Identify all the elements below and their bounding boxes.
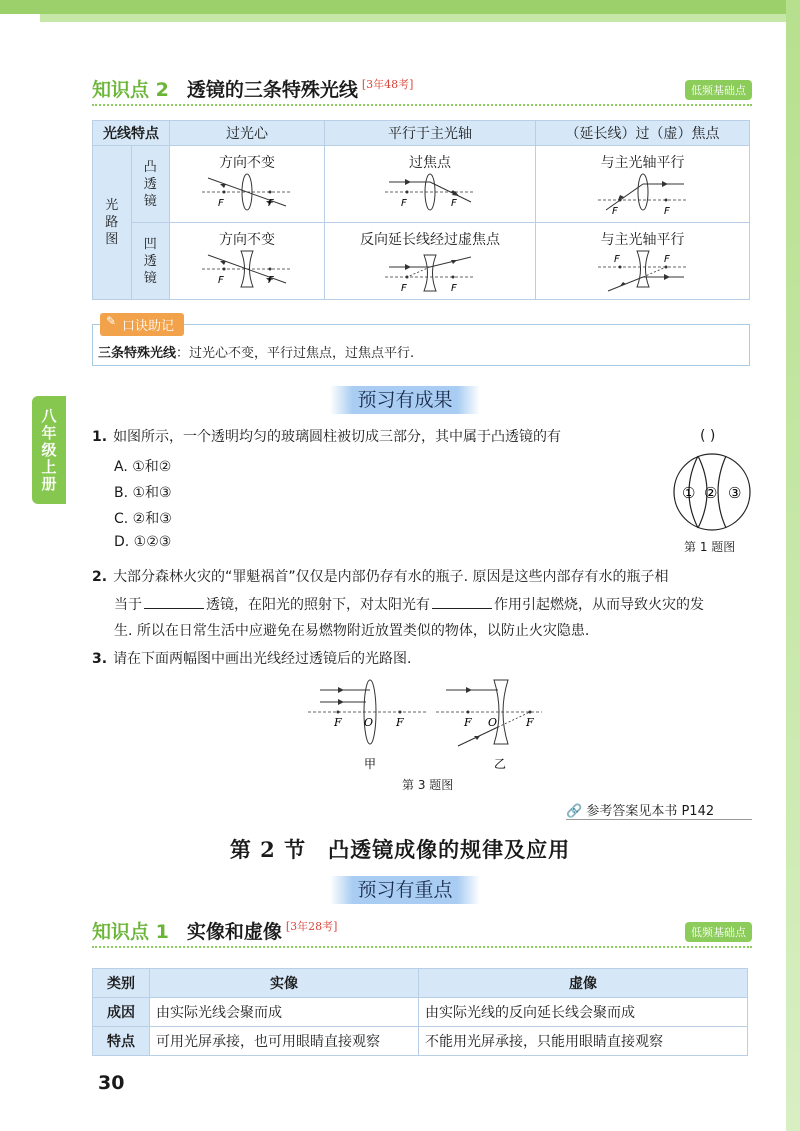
focus-label: F (663, 254, 670, 265)
focus-label: F (396, 716, 404, 729)
section-banner-results: 预习有成果 (330, 386, 480, 414)
cell-caption: 与主光轴平行 (600, 155, 685, 171)
figure-a-label: 甲 (364, 757, 377, 771)
table-header-row (93, 121, 750, 146)
table-row (93, 223, 750, 300)
question-3 (92, 648, 412, 670)
concave-focus-ray-diagram (598, 249, 688, 295)
kp1-badge: 低频基础点 (685, 922, 752, 942)
page-right-border (786, 0, 800, 1131)
row-group-label (93, 146, 132, 300)
cell-caption: 方向不变 (219, 155, 275, 171)
part-label: ③ (728, 484, 742, 502)
kp2-label: 知识点 2 (92, 79, 169, 101)
mnemonic-tag (100, 313, 184, 336)
convex-center-ray-diagram (202, 172, 292, 218)
link-icon: 🔗 (566, 804, 583, 819)
option-c: C. ②和③ (114, 511, 172, 527)
focus-label: F (218, 198, 224, 209)
figure-3-caption: 第 3 题图 (402, 778, 454, 792)
table-header: 平行于主光轴 (325, 121, 536, 146)
concave-center-ray-diagram (202, 249, 292, 295)
center-label: O (488, 716, 498, 729)
focus-label: F (401, 283, 407, 294)
focus-label: F (526, 716, 534, 729)
question-text: 如图所示，一个透明均匀的玻璃圆柱被切成三部分，其中属于凸透镜的有 (113, 429, 562, 445)
part-label: ① (682, 484, 696, 502)
special-rays-table (92, 120, 750, 300)
table-cell (170, 146, 325, 223)
mnemonic-text (98, 342, 414, 361)
table-header-row (93, 969, 748, 998)
concave-label: 凹透镜 (143, 236, 157, 286)
convex-label-cell (131, 146, 170, 223)
question-text: 作用引起燃烧，从而导致火灾的发 (494, 597, 704, 613)
convex-parallel-ray-diagram (385, 172, 475, 218)
question-2 (92, 566, 752, 588)
focus-label: F (663, 206, 670, 217)
chapter-title: 第 2 节 凸透镜成像的规律及应用 (229, 837, 571, 862)
table-cell (170, 223, 325, 300)
kp1-title: 实像和虚像 (186, 921, 282, 943)
cell-caption: 过焦点 (409, 155, 451, 171)
row-group-text: 光路图 (105, 198, 119, 247)
table-header: 光线特点 (93, 121, 170, 146)
side-tab-char: 年 (41, 423, 57, 442)
kp2-badge: 低频基础点 (685, 80, 752, 100)
question-text: 当于 (114, 597, 142, 613)
glass-cylinder-figure (670, 450, 754, 534)
focus-label: F (401, 198, 407, 209)
concave-label-cell (131, 223, 170, 300)
focus-label: F (334, 716, 342, 729)
part-label: ② (704, 484, 718, 502)
table-header: 实像 (150, 969, 419, 998)
question-number: 1. (92, 429, 108, 445)
row-label: 成因 (93, 998, 150, 1027)
question-2-line3: 生. 所以在日常生活中应避免在易燃物附近放置类似的物体，以防止火灾隐患. (114, 623, 590, 639)
focus-label: F (451, 198, 457, 209)
kp1-divider (92, 946, 752, 948)
table-cell (325, 223, 536, 300)
table-header: （延长线）过（虚）焦点 (536, 121, 750, 146)
side-tab-char: 八 (41, 406, 57, 425)
kp2-title: 透镜的三条特殊光线 (186, 79, 358, 101)
reference-answer-text: 参考答案见本书 P142 (586, 804, 715, 819)
page-top-border-inner (40, 14, 800, 22)
kp2-divider (92, 104, 752, 106)
convex-focus-ray-diagram (598, 172, 688, 218)
kp2-exam-count: [3年48考] (361, 78, 414, 91)
table-header: 虚像 (419, 969, 748, 998)
question-number: 3. (92, 651, 108, 667)
figure-b-label: 乙 (494, 757, 507, 771)
question-text: 请在下面两幅图中画出光线经过透镜后的光路图. (113, 651, 412, 667)
table-cell: 可用光屏承接，也可用眼睛直接观察 (150, 1027, 419, 1056)
focus-label: F (218, 275, 224, 286)
question-number: 2. (92, 569, 108, 585)
table-row (93, 1027, 748, 1056)
table-row (93, 146, 750, 223)
option-d: D. ①②③ (114, 534, 172, 550)
option-b: B. ①和③ (114, 485, 172, 501)
side-tab-char: 级 (41, 440, 57, 459)
mnemonic-content: ：过光心不变，平行过焦点，过焦点平行. (176, 346, 415, 361)
option-a: A. ①和② (114, 459, 172, 475)
mnemonic-tag-label: 口诀助记 (122, 319, 175, 334)
concave-parallel-ray-diagram (385, 249, 475, 295)
row-label: 特点 (93, 1027, 150, 1056)
reference-answer-note (566, 800, 752, 820)
cell-caption: 方向不变 (219, 232, 275, 248)
table-cell: 不能用光屏承接，只能用眼睛直接观察 (419, 1027, 748, 1056)
center-label: O (364, 716, 374, 729)
table-header: 类别 (93, 969, 150, 998)
question-text: 大部分森林火灾的“罪魁祸首”仅仅是内部仍存有水的瓶子. 原因是这些内部存有水的瓶子相 (113, 569, 669, 585)
focus-label: F (611, 206, 618, 217)
answer-blank[interactable] (144, 608, 204, 609)
table-cell (536, 223, 750, 300)
table-header: 过光心 (170, 121, 325, 146)
question-text: 透镜，在阳光的照射下，对太阳光有 (206, 597, 430, 613)
real-virtual-image-table (92, 968, 748, 1056)
cell-caption: 与主光轴平行 (600, 232, 685, 248)
focus-label: F (268, 275, 274, 286)
figure-1-caption: 第 1 题图 (684, 540, 736, 554)
kp1-exam-count: [3年28考] (285, 920, 338, 933)
focus-label: F (464, 716, 472, 729)
table-cell: 由实际光线的反向延长线会聚而成 (419, 998, 748, 1027)
side-tab-char: 册 (41, 474, 57, 493)
side-tab-char: 上 (41, 457, 57, 476)
question-3-figure (308, 676, 542, 772)
mnemonic-label: 三条特殊光线 (98, 346, 177, 361)
table-row (93, 998, 748, 1027)
page-number: 30 (98, 1072, 125, 1094)
convex-label: 凸透镜 (143, 159, 157, 209)
answer-blank[interactable] (432, 608, 492, 609)
grade-side-tab (32, 396, 66, 504)
focus-label: F (613, 254, 620, 265)
answer-bracket: ( ) (700, 428, 716, 444)
focus-label: F (268, 198, 274, 209)
kp2-header (92, 76, 752, 102)
table-cell (325, 146, 536, 223)
table-cell: 由实际光线会聚而成 (150, 998, 419, 1027)
section-banner-focus: 预习有重点 (330, 876, 480, 904)
kp1-header (92, 918, 752, 944)
focus-label: F (451, 283, 457, 294)
page-top-border (0, 0, 800, 14)
cell-caption: 反向延长线经过虚焦点 (360, 232, 500, 248)
question-1 (92, 426, 561, 448)
kp1-label: 知识点 1 (92, 921, 169, 943)
question-2-line2 (114, 594, 704, 616)
table-cell (536, 146, 750, 223)
pencil-icon: ✎ (106, 314, 117, 328)
